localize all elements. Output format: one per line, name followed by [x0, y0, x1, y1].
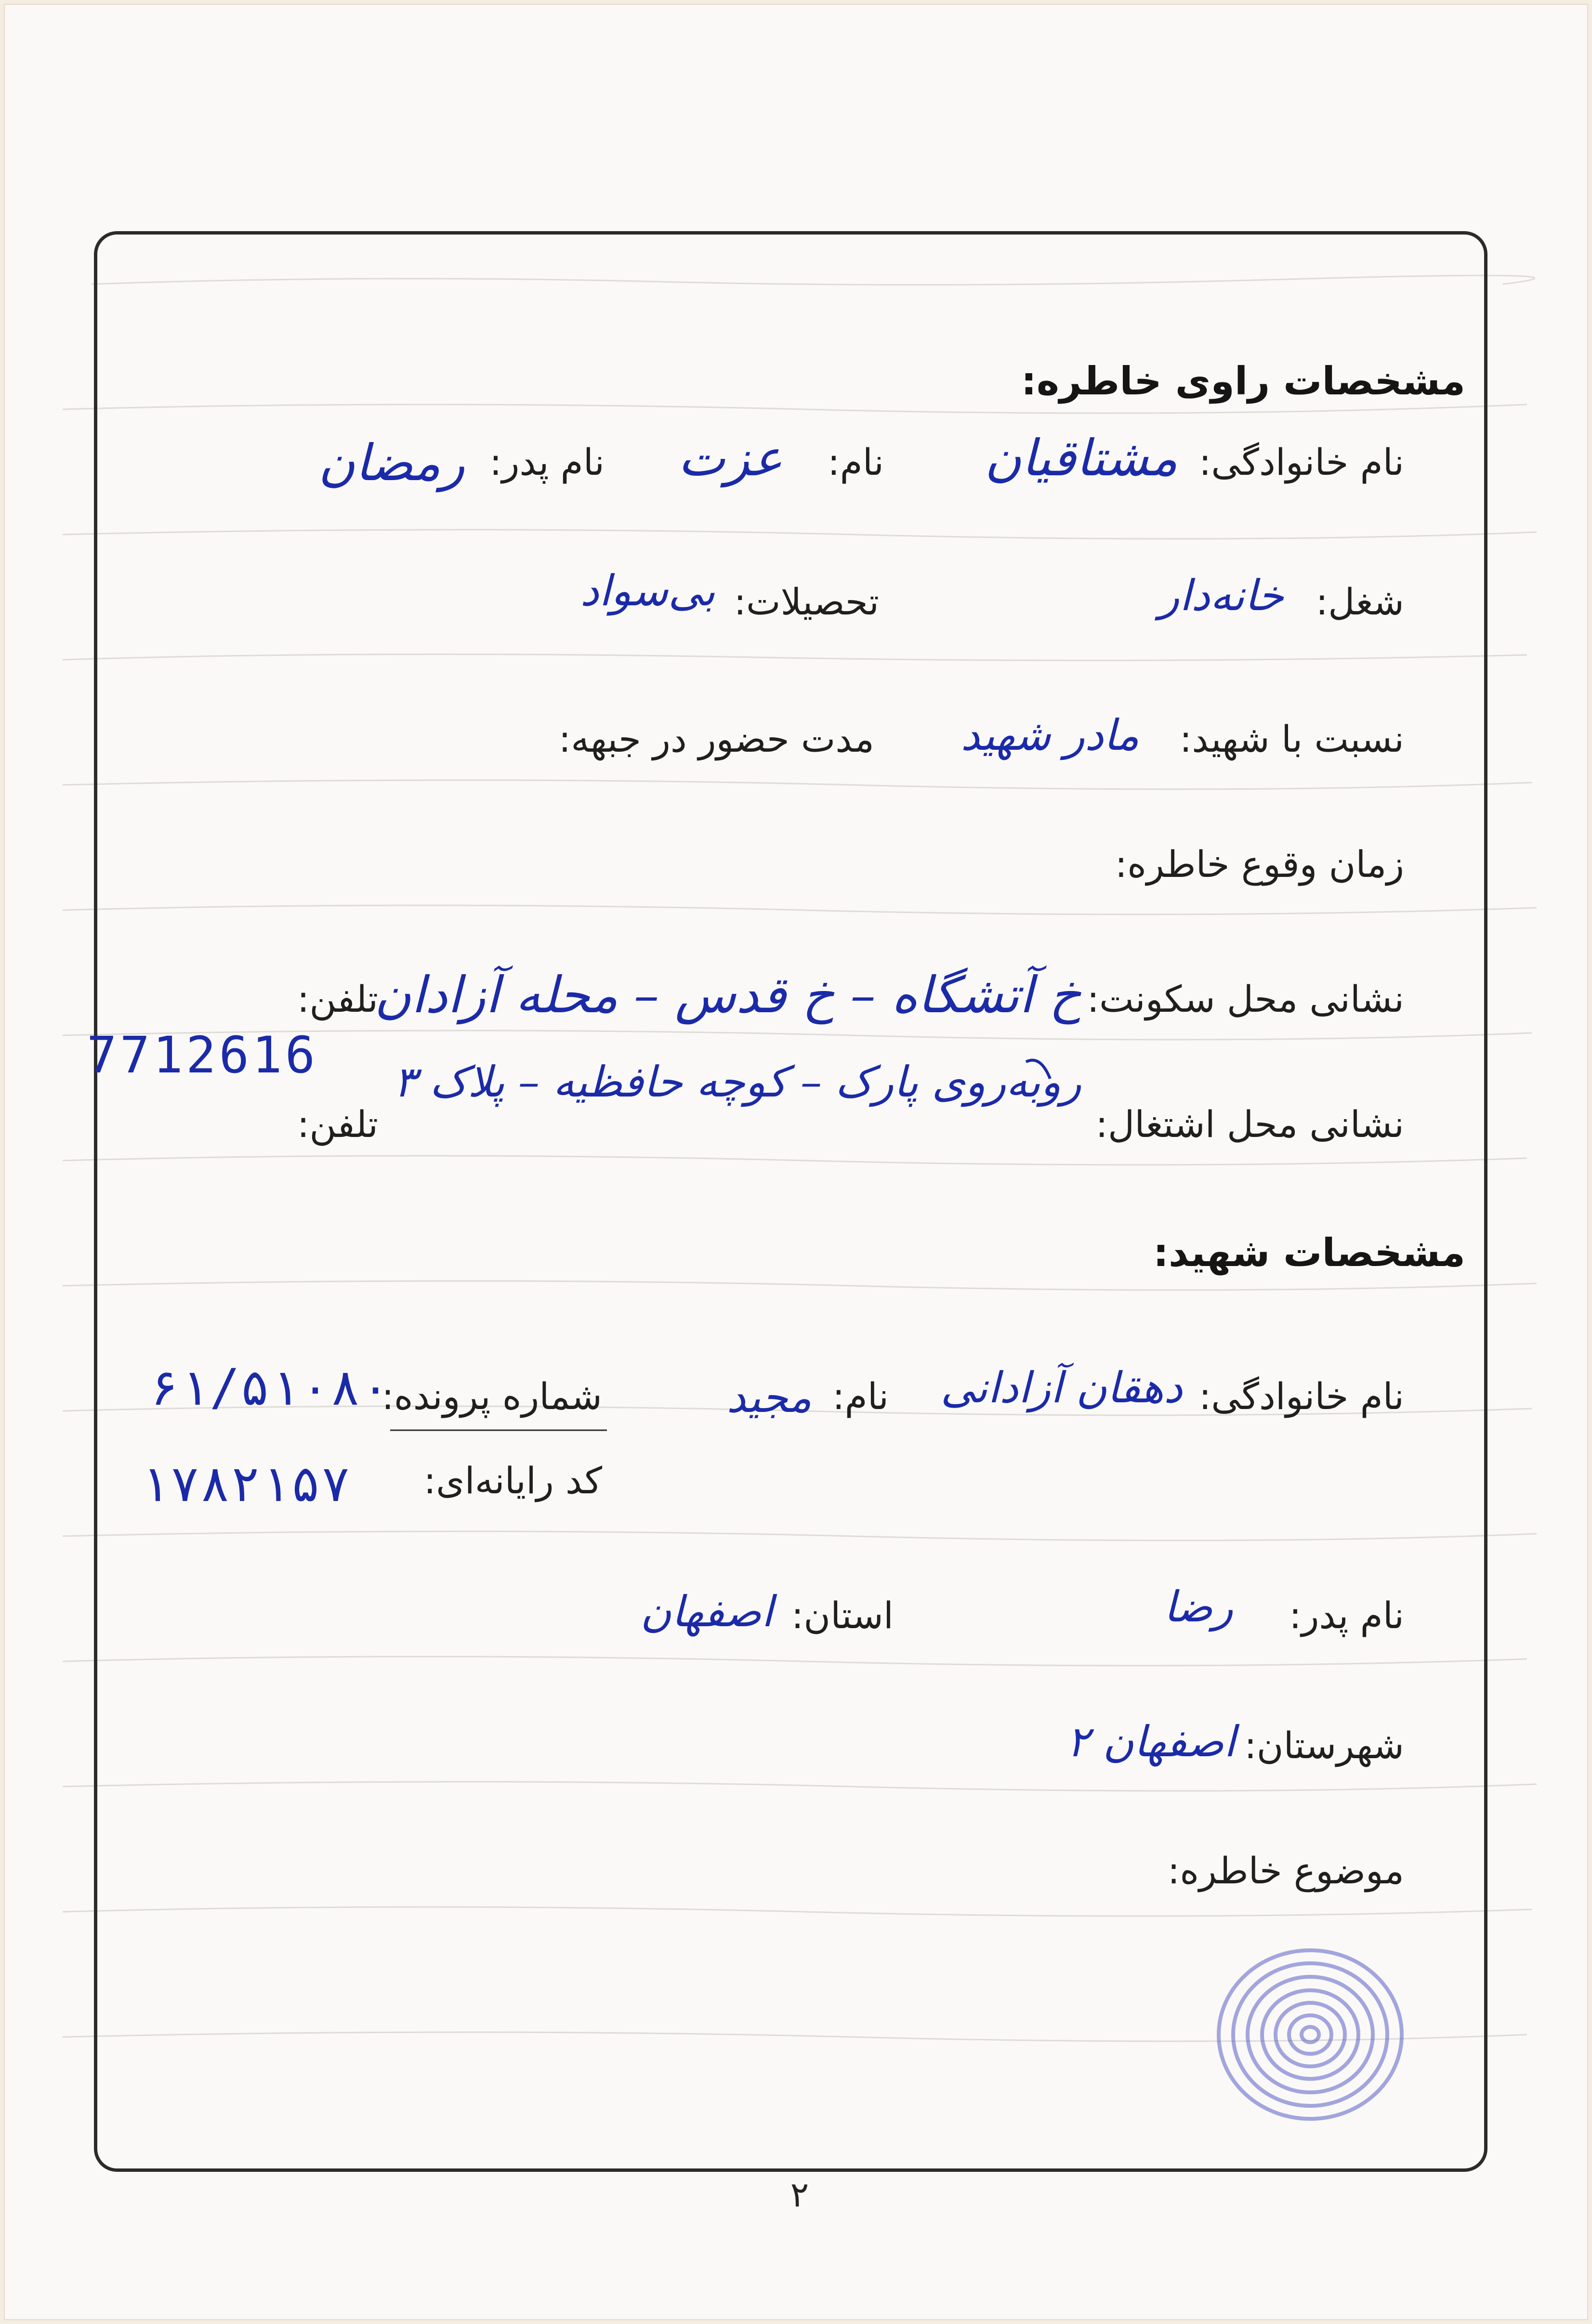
- form-page: [4, 4, 1588, 2320]
- narrator-relation-label: نسبت با شهید:: [1179, 718, 1404, 760]
- martyr-name-value: مجید: [726, 1372, 812, 1422]
- martyr-name-label: نام:: [832, 1375, 889, 1418]
- narrator-father-label: نام پدر:: [489, 441, 605, 483]
- narrator-family-value: مشتاقیان: [985, 429, 1178, 487]
- narrator-work-label: نشانی محل اشتغال:: [1095, 1103, 1404, 1146]
- martyr-province-value: اصفهان: [640, 1587, 773, 1636]
- narrator-heading: مشخصات راوی خاطره:: [1021, 359, 1465, 404]
- narrator-family-label: نام خانوادگی:: [1198, 441, 1404, 483]
- martyr-subject-label: موضوع خاطره:: [1167, 1849, 1404, 1892]
- narrator-name-value: عزت: [678, 429, 783, 487]
- narrator-edu-label: تحصیلات:: [734, 580, 879, 623]
- martyr-family-label: نام خانوادگی:: [1198, 1375, 1404, 1418]
- martyr-city-label: شهرستان:: [1244, 1724, 1404, 1767]
- martyr-code-value: ۱۷۸۲۱۵۷: [140, 1454, 351, 1513]
- narrator-home-label: نشانی محل سکونت:: [1087, 978, 1404, 1020]
- page-number: ۲: [790, 2174, 809, 2215]
- martyr-heading: مشخصات شهید:: [1153, 1230, 1465, 1275]
- narrator-event-time-label: زمان وقوع خاطره:: [1115, 843, 1404, 886]
- martyr-family-value: دهقان آزادانی: [940, 1363, 1183, 1412]
- martyr-file-value: ۶۱/۵۱۰۸۰: [149, 1358, 391, 1417]
- narrator-edu-value: بی‌سواد: [580, 566, 715, 615]
- narrator-phone2-label: تلفن:: [297, 1103, 378, 1146]
- martyr-father-label: نام پدر:: [1289, 1594, 1404, 1637]
- narrator-phone1-label: تلفن:: [297, 978, 378, 1020]
- narrator-job-value: خانه‌دار: [1158, 571, 1284, 620]
- martyr-province-label: استان:: [791, 1594, 894, 1637]
- martyr-file-label: شماره پرونده:: [382, 1375, 602, 1418]
- narrator-front-label: مدت حضور در جبهه:: [558, 718, 874, 760]
- narrator-relation-value: مادر شهید: [960, 710, 1139, 760]
- martyr-father-value: رضا: [1163, 1582, 1233, 1632]
- narrator-home-value-line1: خ آتشگاه – خ قدس – محله آزادان: [374, 966, 1081, 1024]
- narrator-home-value-line2: روبه‌روی پارک – کوچه حافظیه – پلاک ۳: [393, 1057, 1081, 1107]
- narrator-name-label: نام:: [828, 441, 884, 483]
- narrator-job-label: شغل:: [1316, 580, 1404, 623]
- martyr-city-value: اصفهان ۲: [1066, 1717, 1236, 1766]
- martyr-code-label: کد رایانه‌ای:: [423, 1459, 602, 1502]
- narrator-father-value: رمضان: [318, 433, 465, 492]
- narrator-phone1-value: 7712616: [87, 1026, 318, 1084]
